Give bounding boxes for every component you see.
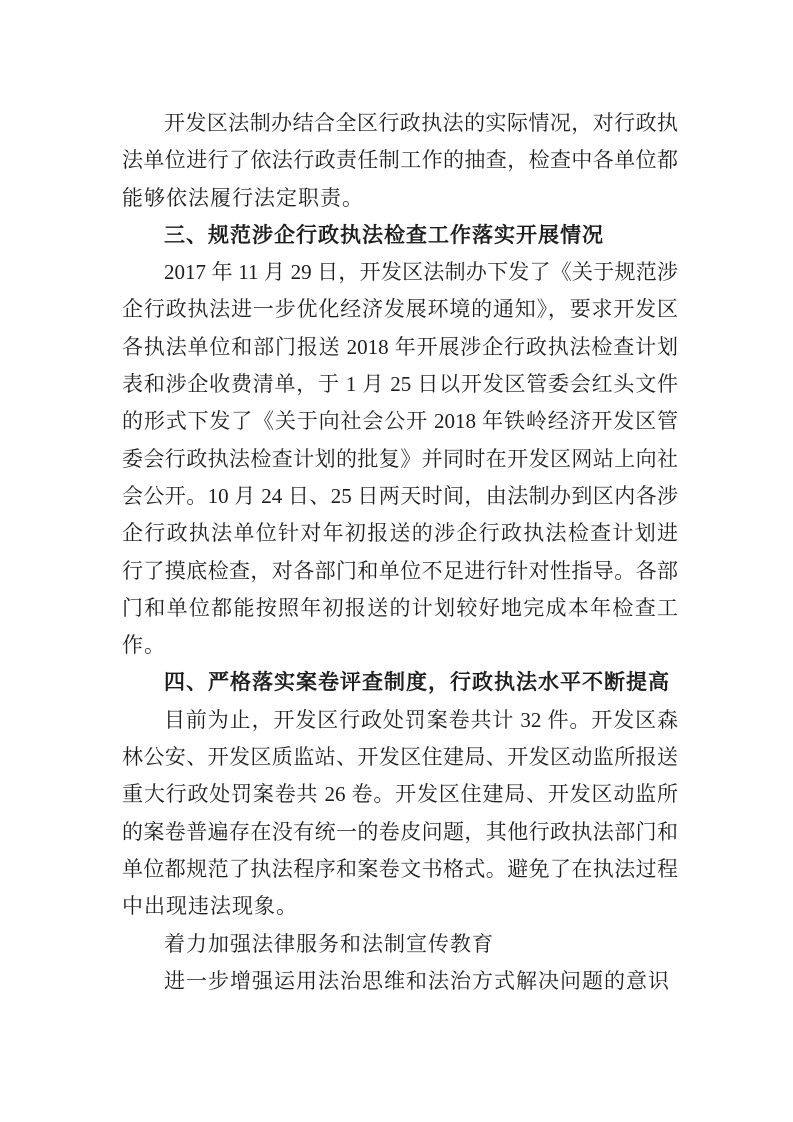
text-line: 企行政执法进一步优化经济发展环境的通知》，要求开发区 [122,297,678,322]
text-line: 门和单位都能按照年初报送的计划较好地完成本年检查工 [122,595,678,620]
text-line: 各执法单位和部门报送 2018 年开展涉企行政执法检查计划 [122,334,678,359]
text-line: 能够依法履行法定职责。 [122,185,364,210]
text-line: 行了摸底检查，对各部门和单位不足进行针对性指导。各部 [122,558,678,583]
text-line: 重大行政处罚案卷共 26 卷。开发区住建局、开发区动监所 [122,782,678,807]
text-line: 企行政执法单位针对年初报送的涉企行政执法检查计划进 [122,521,678,546]
text-line: 作。 [122,633,166,658]
text-line: 的案卷普遍存在没有统一的卷皮问题，其他行政执法部门和 [122,819,678,844]
text-line: 进一步增强运用法治思维和法治方式解决问题的意识 [164,968,670,993]
text-line: 林公安、开发区质监站、开发区住建局、开发区动监所报送 [122,745,678,770]
text-line: 中出现违法现象。 [122,894,298,919]
text-line: 单位都规范了执法程序和案卷文书格式。避免了在执法过程 [122,856,678,881]
heading-line: 四、严格落实案卷评查制度，行政执法水平不断提高 [164,670,670,695]
text-line: 2017 年 11 月 29 日，开发区法制办下发了《关于规范涉 [164,260,678,285]
text-line: 目前为止，开发区行政处罚案卷共计 32 件。开发区森 [164,707,678,732]
text-line: 委会行政执法检查计划的批复》并同时在开发区网站上向社 [122,446,678,471]
text-line: 开发区法制办结合全区行政执法的实际情况，对行政执 [164,111,678,135]
text-line: 着力加强法律服务和法制宣传教育 [164,931,494,956]
text-line: 法单位进行了依法行政责任制工作的抽查，检查中各单位都 [122,148,678,173]
text-line: 会公开。10 月 24 日、25 日两天时间，由法制办到区内各涉 [122,483,678,508]
text-line: 的形式下发了《关于向社会公开 2018 年铁岭经济开发区管 [122,409,678,434]
text-line: 表和涉企收费清单，于 1 月 25 日以开发区管委会红头文件 [122,372,678,397]
heading-line: 三、规范涉企行政执法检查工作落实开展情况 [164,222,604,247]
document-text-block [122,105,678,1000]
